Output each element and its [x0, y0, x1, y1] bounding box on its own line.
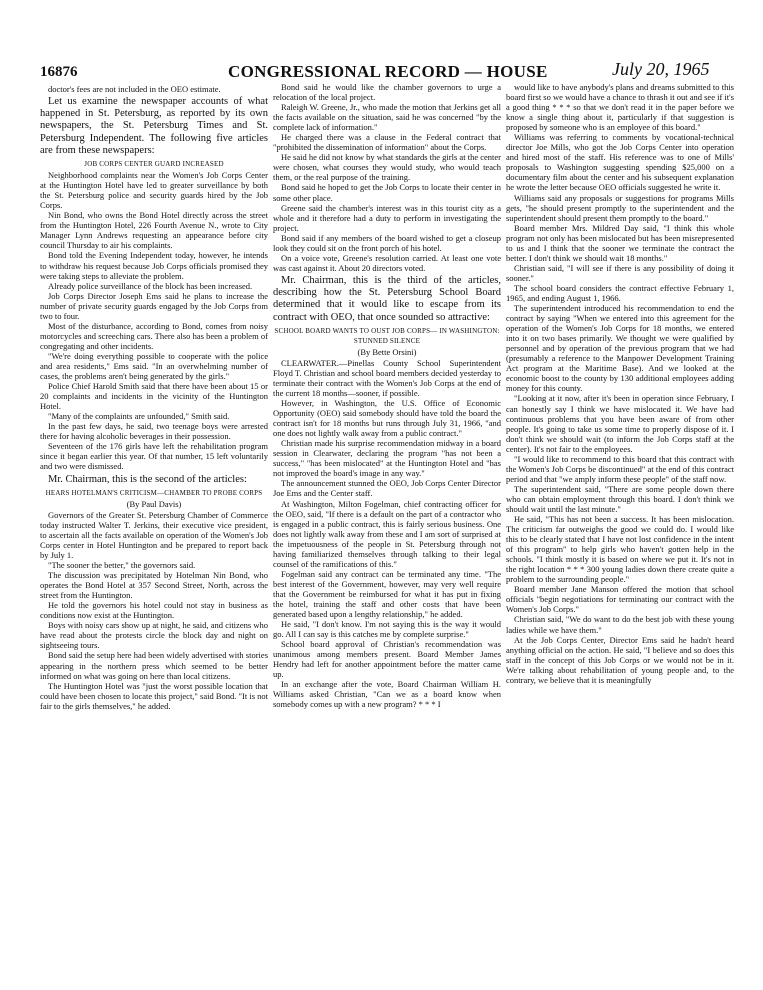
paragraph: He told the governors his hotel could not stay in business as conditions now exist at the Huntington. [40, 600, 268, 621]
text-column-middle [273, 82, 501, 709]
chairman-remark: Mr. Chairman, this is the second of the articles: [48, 473, 247, 485]
paragraph: Bond said he would like the chamber governors to urge a relocation of the local project. [273, 82, 501, 103]
paragraph: He said he did not know by what standards the girls at the center were chosen, what courses they would study, who would teach them, or the real purpose of the training. [273, 152, 501, 183]
paragraph: Fogelman said any contract can be terminated any time. "The best interest of the Government, however, may very well require that the Government be reimbursed for what it has put in fixing the hotel, training the staff and other costs that have been generated based upon a lengthy relationship," he added. [273, 568, 501, 620]
paragraph: "Looking at it now, after it's been in operation since February, I can honestly say I think we have mislocated it. We have had continuous problems that you have been aware of from other people. It's going to take us some time to properly dispose of it. I don't think we should wait (to inform the Job Corps staff at the center). It's not fair to the employees. [506, 393, 734, 454]
chairman-remark: Let us examine the newspaper accounts of what happened in St. Petersburg, as reported by its own newspapers, the St. Petersburg Times and St. Petersburg Independent. The following five articles are from these newspapers: [40, 96, 268, 156]
paragraph: Bond said if any members of the board wished to get a closeup look they could sit on the front porch of his hotel. [273, 232, 501, 253]
paragraph: Christian said, "We do want to do the best job with these young ladies while we have them." [506, 614, 734, 635]
paragraph: would like to have anybody's plans and dreams submitted to this board first so we would have a chance to thrash it out and see if it's a good thing * * * so that we don't read it in the paper before we know a single thing about it, particularly if that suggestion is proposed by someone who is an employee of this board." [506, 82, 734, 133]
paragraph: "Many of the complaints are unfounded," Smith said. [48, 411, 230, 422]
paragraph: Board member Mrs. Mildred Day said, "I think this whole program not only has been mislocated but has been misrepresented to us and I think that the sooner we terminate the contract the better. I don't think we should wait 18 months." [506, 222, 734, 263]
paragraph: Governors of the Greater St. Petersburg Chamber of Commerce today instructed Walter T. Jerkins, their executive vice president, to ascertain all the facts available on operation of the Women's Job Corps center in Hotel Huntington and be prepared to report back by July 1. [40, 509, 268, 560]
paragraph: In an exchange after the vote, Board Chairman William H. Williams asked Christian, "Can we as a board know when somebody comes up with a new program? * * * I [273, 679, 501, 710]
article-headline: HEARS HOTELMAN'S CRITICISM—CHAMBER TO PROBE CORPS [45, 488, 263, 497]
paragraph: The Huntington Hotel was "just the worst possible location that could have been chosen to locate this project," said Bond. "It is not fair to the girls themselves," he added. [40, 680, 268, 711]
paragraph: The announcement stunned the OEO, Job Corps Center Director Joe Ems and the Center staff. [273, 478, 501, 499]
issue-date: July 20, 1965 [612, 59, 710, 79]
paragraph: He charged there was a clause in the Federal contract that "prohibited the dissemination of information" about the Corps. [273, 132, 501, 153]
paragraph: Nin Bond, who owns the Bond Hotel directly across the street from the Huntington Hotel, 226 Fourth Avenue N., wrote to City Manager Lynn Andrews requesting an appearance before city council Thursday to air his complaints. [40, 210, 268, 251]
paragraph: He said, "This has not been a success. It has been mislocation. The criticism far outweighs the good we could do. I would like this to be clearly stated that I have not lost confidence in the intent of this program" to help girls who haven't gotten help in the schools. "I think mostly it is based on where we put it. It's not in the right location * * * 300 young ladies down there create quite a problem to the surrounding people." [506, 514, 734, 585]
paragraph: Police Chief Harold Smith said that there have been about 15 or 20 complaints and incidents in the vicinity of the Huntington Hotel. [40, 381, 268, 412]
article-byline: (By Bette Orsini) [357, 346, 417, 357]
paragraph: School board approval of Christian's recommendation was unanimous among members present. Board Member James Hendry had left for another appointment before the matter came up. [273, 639, 501, 680]
paragraph: Bond told the Evening Independent today, however, he intends to withdraw his request because Job Corps officials promised they were taking steps to alleviate the problem. [40, 250, 268, 281]
text-column-right [506, 82, 734, 685]
paragraph: Williams said any proposals or suggestions for programs Mills gets, "he should present promptly to the superintendent and the superintendent should present them promptly to the board." [506, 192, 734, 223]
paragraph: On a voice vote, Greene's resolution carried. At least one vote was cast against it. About 20 directors voted. [273, 252, 501, 273]
paragraph: Seventeen of the 176 girls have left the rehabilitation program since it began earlier this year. Of that number, 15 left voluntarily and two were dismissed. [40, 441, 268, 472]
paragraph: Williams was referring to comments by vocational-technical director Joe Mills, who got the Job Corps Center into operation and hired most of the staff. His reference was to one of Mills' proposals to Washington suggesting spending $25,000 on a documentary film about the center and his subsequent explanation he wrote the letter because OEO officials suggested he write it. [506, 132, 734, 193]
page-number: 16876 [40, 64, 78, 80]
paragraph: CLEARWATER.—Pinellas County School Superintendent Floyd T. Christian and school board members decided yesterday to terminate their contract with the Women's Job Corps at the end of the current 18 months—sooner, if possible. [273, 357, 501, 398]
paragraph: Christian made his surprise recommendation midway in a board session in Clearwater, declaring the program "has not been a success," "has been mislocated" at the Huntington Hotel and "has not improved the board's image in any way." [273, 438, 501, 479]
chairman-remark: Mr. Chairman, this is the third of the articles, describing how the St. Petersburg School Board determined that it would like to escape from its contract with OEO, that once sounded so attractive: [273, 274, 501, 323]
paragraph: "I would like to recommend to this board that this contract with the Women's Job Corps be discontinued" at the end of this contract period and that "we amply inform these people" of the staff now. [506, 453, 734, 484]
paragraph: doctor's fees are not included in the OEO estimate. [48, 84, 221, 94]
paragraph: Neighborhood complaints near the Women's Job Corps Center at the Huntington Hotel have led to greater surveillance by both the St. Petersburg police and security guards hired by the Job Corps. [40, 170, 268, 211]
paragraph: Boys with noisy cars show up at night, he said, and citizens who have read about the protests circle the block day and night on sightseeing tours. [40, 620, 268, 651]
paragraph: Most of the disturbance, according to Bond, comes from noisy motorcycles and screeching cars. There also has been a problem of congregating and other incidents. [40, 320, 268, 351]
paragraph: Greene said the chamber's interest was in this tourist city as a whole and it therefore had a duty to perform in investigating the project. [273, 202, 501, 233]
publication-title: CONGRESSIONAL RECORD — HOUSE [228, 62, 548, 81]
paragraph: At Washington, Milton Fogelman, chief contracting officer for the OEO, said, "If there is a default on the part of a contractor who is engaged in a public contract, this is fairly serious business. One does not lightly walk away from these and I am sort of surprised at the impetuousness of the people in St. Petersburg through not having familiarized themselves through talking to their legal counsel of the ramifications of this." [273, 498, 501, 569]
article-headline: SCHOOL BOARD WANTS TO OUST JOB CORPS— IN WASHINGTON: STUNNED SILENCE [274, 326, 500, 345]
paragraph: "The sooner the better," the governors said. [48, 560, 196, 571]
paragraph: Raleigh W. Greene, Jr., who made the motion that Jerkins get all the facts available on the situation, said he was concerned "by the complete lack of information." [273, 102, 501, 133]
text-column-left [40, 84, 268, 711]
paragraph: Board member Jane Manson offered the motion that school officials "begin negotiations for terminating our contract with the Women's Job Corps." [506, 584, 734, 615]
paragraph: Job Corps Director Joseph Ems said he plans to increase the number of private security guards engaged by the Job Corps from two to four. [40, 290, 268, 321]
article-headline: JOB CORPS CENTER GUARD INCREASED [84, 160, 224, 169]
paragraph: At the Job Corps Center, Director Ems said he hadn't heard anything official on the action. He said, "I believe and so does this staff in the concept of this Job Corps or we would not be in it. We're talking about rehabilitation of young people and, to the contrary, we believe that it is meaningfully [506, 634, 734, 685]
paragraph: Christian said, "I will see if there is any possibility of doing it sooner." [506, 262, 734, 283]
paragraph: The superintendent said, "There are some people down there who can obtain employment through this board. I don't think we should wait until the last minute." [506, 483, 734, 514]
paragraph: He said, "I don't know. I'm not saying this is the way it would go. All I can say is this catches me by complete surprise." [273, 619, 501, 640]
paragraph: The superintendent introduced his recommendation to end the contract by saying "When we entered into this agreement for the operation of the Women's Job Corps for 18 months, we entered into it on two bases primarily. We thought we were qualified by personnel and by operation of the previous program that we had (presumably a reference to the Manpower Development Training Act program at the Maritime Base). And we looked at the economic boost to the county by 130 additional employees adding money for this county. [506, 303, 734, 394]
paragraph: Bond said the setup here had been widely advertised with stories appearing in the northern press which seemed to be better informed on what was going on here than local citizens. [40, 650, 268, 681]
paragraph: Already police surveillance of the block has been increased. [48, 280, 253, 291]
paragraph: The discussion was precipitated by Hotelman Nin Bond, who operates the Bond Hotel at 357 Second Street, North, across the street from the Huntington. [40, 570, 268, 601]
paragraph: The school board considers the contract effective February 1, 1965, and ending August 1, 1966. [506, 282, 734, 303]
paragraph: However, in Washington, the U.S. Office of Economic Opportunity (OEO) said somebody should have told the board the contract isn't for 18 months but runs through July 31, 1966, "and one does not lightly walk away from a public contract." [273, 398, 501, 439]
paragraph: "We're doing everything possible to cooperate with the police and area residents," Ems said. "In an overwhelming number of cases, the problems aren't being generated by the girls." [40, 350, 268, 382]
article-byline: (By Paul Davis) [126, 498, 182, 509]
paragraph: In the past few days, he said, two teenage boys were arrested there for having alcoholic beverages in their possession. [40, 421, 268, 442]
paragraph: Bond said he hoped to get the Job Corps to locate their center in some other place. [273, 182, 501, 203]
